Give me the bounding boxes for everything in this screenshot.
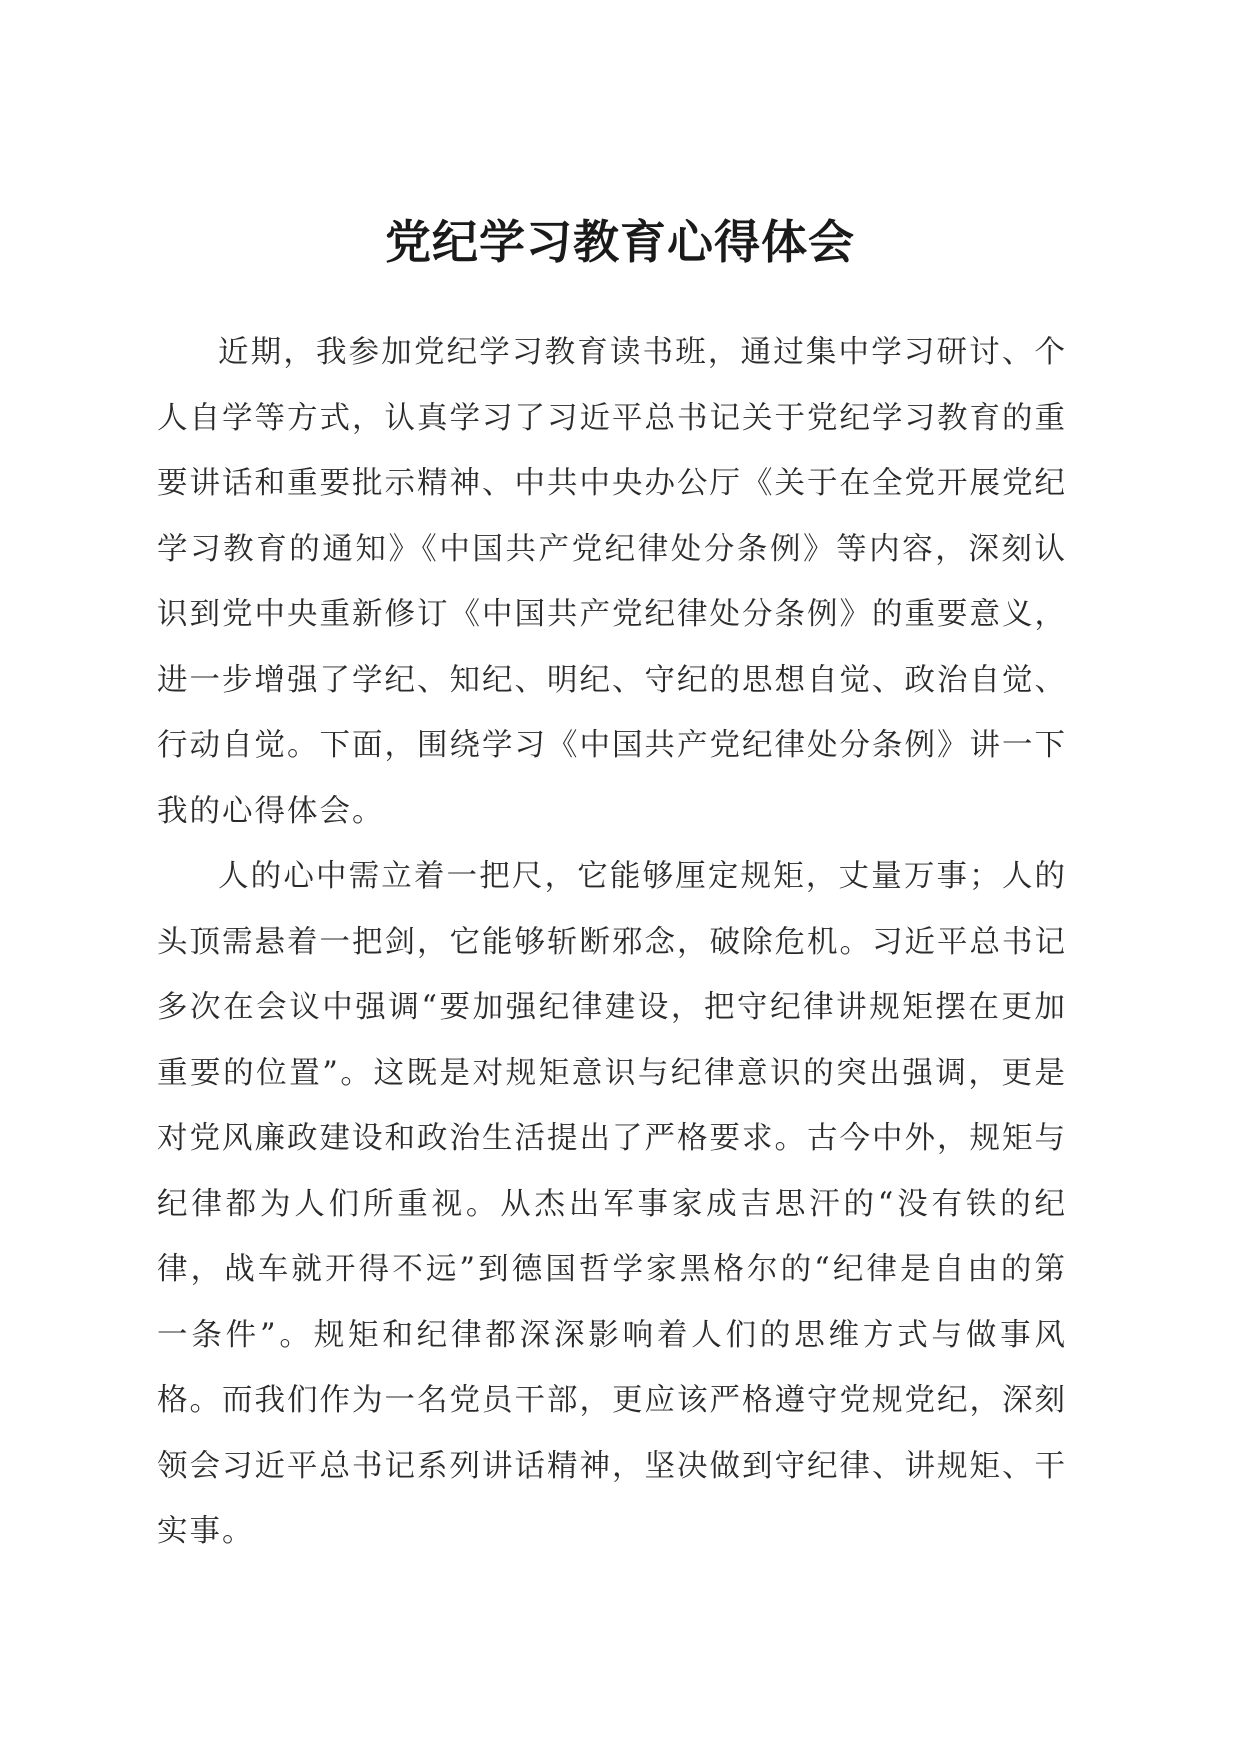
document-body — [157, 320, 1067, 1565]
paragraph-2: 人的心中需立着一把尺，它能够厘定规矩，丈量万事；人的头顶需悬着一把剑，它能够斩断邪念，破除危机。习近平总书记多次在会议中强调“要加强纪律建设，把守纪律讲规矩摆在更加重要的位置”。这既是对规矩意识与纪律意识的突出强调，更是对党风廉政建设和政治生活提出了严格要求。古今中外，规矩与纪律都为人们所重视。从杰出军事家成吉思汗的“没有铁的纪律，战车就开得不远”到德国哲学家黑格尔的“纪律是自由的第一条件”。规矩和纪律都深深影响着人们的思维方式与做事风格。而我们作为一名党员干部，更应该严格遵守党规党纪，深刻领会习近平总书记系列讲话精神，坚决做到守纪律、讲规矩、干实事。 — [157, 859, 1067, 1549]
document-title: 党纪学习教育心得体会 — [385, 215, 855, 269]
paragraph-1: 近期，我参加党纪学习教育读书班，通过集中学习研讨、个人自学等方式，认真学习了习近平总书记关于党纪学习教育的重要讲话和重要批示精神、中共中央办公厅《关于在全党开展党纪学习教育的通知》《中国共产党纪律处分条例》等内容，深刻认识到党中央重新修订《中国共产党纪律处分条例》的重要意义，进一步增强了学纪、知纪、明纪、守纪的思想自觉、政治自觉、行动自觉。下面，围绕学习《中国共产党纪律处分条例》讲一下我的心得体会。 — [157, 335, 1067, 829]
